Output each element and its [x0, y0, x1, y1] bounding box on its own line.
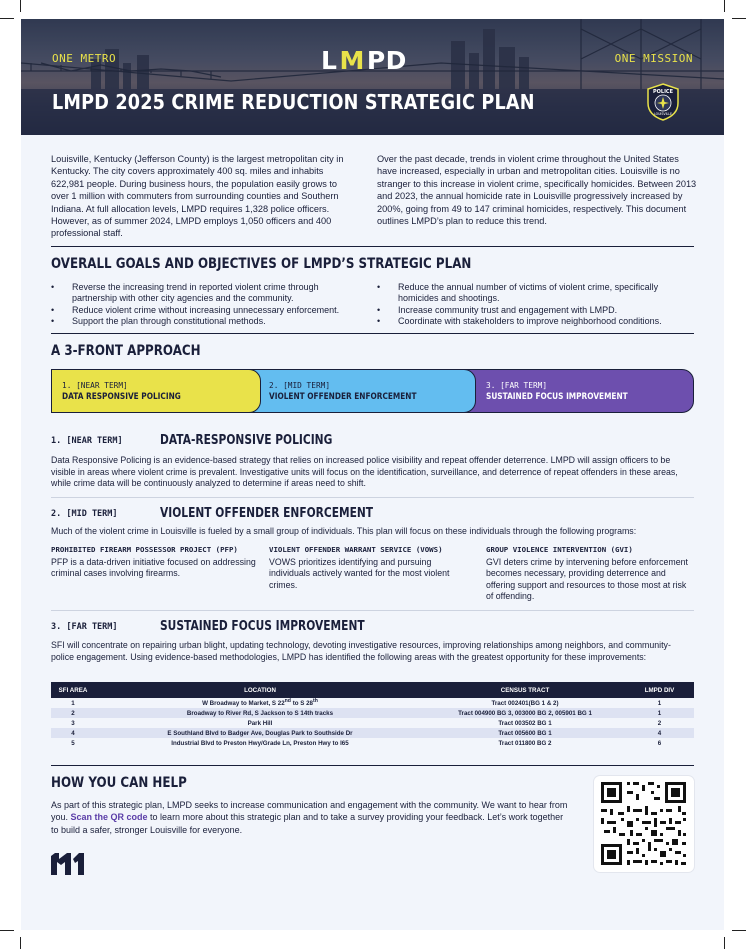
three-front-bar — [51, 369, 694, 413]
goal-item: • Reverse the increasing trend in reported violent crime through partnership with other city agencies and the community. — [51, 282, 361, 305]
front-term-label: 2. [MID TERM] — [269, 381, 331, 390]
table-row — [51, 718, 694, 728]
program-vows-heading: VIOLENT OFFENDER WARRANT SERVICE (VOWS) — [269, 545, 443, 554]
table-cell: Tract 003502 BG 1 — [425, 718, 625, 728]
goal-item: • Support the plan through constitutional methods. — [51, 316, 361, 327]
header-tag-right: ONE MISSION — [614, 52, 693, 65]
table-cell: 3 — [51, 718, 95, 728]
sfi-areas-table — [51, 682, 694, 748]
crop-mark — [732, 18, 746, 19]
header-banner — [21, 19, 724, 135]
section-3-title: SUSTAINED FOCUS IMPROVEMENT — [160, 619, 365, 634]
section-3-body: SFI will concentrate on repairing urban blight, updating technology, devoting investigative resources, improving relationships among neighbors, and community-police engagement. Using evidence-based methodologies, LMPD has identified the following areas with the greatest opportunity for these improvements: — [51, 640, 671, 662]
table-cell: 4 — [625, 728, 694, 738]
skyline-bridge-graphic — [21, 19, 724, 135]
front-mid-term — [247, 369, 476, 413]
program-vows-text: VOWS prioritizes identifying and pursuing individuals actively wanted for the most violent crimes. — [269, 557, 450, 590]
table-cell: Industrial Blvd to Preston Hwy/Grade Ln, Preston Hwy to I65 — [95, 738, 425, 748]
table-header-cell: LOCATION — [95, 682, 425, 698]
logo-text-l: L — [321, 46, 338, 75]
front-name-label: DATA RESPONSIVE POLICING — [62, 392, 181, 402]
table-cell: Tract 002401(BG 1 & 2) — [425, 698, 625, 708]
table-cell: 6 — [625, 738, 694, 748]
crop-mark — [724, 937, 725, 949]
section-2-number: 2. [MID TERM] — [51, 509, 118, 519]
front-term-label: 1. [NEAR TERM] — [62, 381, 128, 390]
badge-city: LOUISVILLE — [653, 112, 673, 116]
table-row — [51, 728, 694, 738]
program-pfp-heading: PROHIBITED FIREARM POSSESSOR PROJECT (PFP) — [51, 545, 238, 554]
m1-logo-icon — [51, 853, 85, 875]
section-2-body: Much of the violent crime in Louisville is fueled by a small group of individuals. This plan will focus on these individuals through the following programs: — [51, 526, 637, 536]
goal-item: • Increase community trust and engagement with LMPD. — [377, 305, 697, 316]
front-name-label: VIOLENT OFFENDER ENFORCEMENT — [269, 392, 417, 402]
table-row — [51, 738, 694, 748]
front-far-term — [461, 369, 694, 413]
divider — [51, 497, 694, 498]
table-row — [51, 708, 694, 718]
section-1-title: DATA-RESPONSIVE POLICING — [160, 433, 333, 448]
table-cell-location: W Broadway to Market, S 22nd to S 28th — [95, 698, 425, 708]
table-cell: 5 — [51, 738, 95, 748]
intro-column-1: Louisville, Kentucky (Jefferson County) is the largest metropolitan city in Kentucky. The city covers approximately 400 sq. miles and inhabits 622,981 people. During business hours, the population easily grows to over 1 million with commuters from surrounding counties and Southern Indiana. At full allocation levels, LMPD requires 1,328 police officers. However, as of summer 2024, LMPD employs 1,050 officers and 400 professional staff. — [51, 154, 344, 239]
table-cell: 2 — [625, 718, 694, 728]
section-1-number: 1. [NEAR TERM] — [51, 436, 123, 446]
crop-mark — [0, 930, 14, 931]
table-cell: 2 — [51, 708, 95, 718]
goal-item: • Coordinate with stakeholders to improve neighborhood conditions. — [377, 316, 697, 327]
divider — [51, 765, 694, 766]
section-1-body: Data Responsive Policing is an evidence-based strategy that relies on increased police visibility and repeat offender deterrence. LMPD will assign officers to be visible in areas where violent crime is prevalent. Investigative units will focus on the identification, surveillance, and deterrence of repeat offenders in these areas, while crime data will be continuously analyzed to determine if areas need to shift. — [51, 455, 678, 488]
table-cell: 1 — [625, 708, 694, 718]
table-cell: 1 — [51, 698, 95, 708]
logo-text-m: M — [339, 46, 365, 75]
goals-list-left — [51, 282, 361, 328]
table-header-cell: SFI AREA — [51, 682, 95, 698]
program-gvi-text: GVI deters crime by intervening before enforcement becomes necessary, providing deterrence and offering support and resources to those most at risk of offending. — [486, 557, 688, 601]
program-pfp-text: PFP is a data-driven initiative focused on addressing criminal cases involving firearms. — [51, 557, 256, 579]
table-cell: Tract 004900 BG 3, 003000 BG 2, 005901 BG 1 — [425, 708, 625, 718]
divider — [51, 333, 694, 334]
table-cell: Broadway to River Rd, S Jackson to S 14th tracks — [95, 708, 425, 718]
goals-list-right — [377, 282, 697, 328]
intro-column-2: Over the past decade, trends in violent crime throughout the United States have increased, especially in urban and metropolitan cities. Louisville is no stranger to this increase in violent crime, specifically homicides. Between 2013 and 2023, the annual homicide rate in Louisville progressively increased by 200%, going from 49 to 147 criminal homicides, respectively. This document outlines LMPD’s plan to reduce this trend. — [377, 154, 697, 227]
logo-text-pd: PD — [366, 46, 407, 75]
help-text: As part of this strategic plan, LMPD seeks to increase communication and engagement with the community. We want to hear from you. Scan the QR code to learn more about this strategic plan and to take a survey providing your feedback. Let’s work together to build a safer, stronger Louisville for everyone. — [51, 800, 568, 835]
crop-mark — [724, 0, 725, 12]
divider — [51, 610, 694, 611]
lmpd-logo — [321, 46, 425, 76]
scan-qr-link[interactable]: Scan the QR code — [70, 812, 148, 823]
police-badge-icon — [645, 83, 681, 121]
badge-word: POLICE — [652, 89, 674, 95]
goal-item: • Reduce violent crime without increasing unnecessary enforcement. — [51, 305, 361, 316]
program-gvi-heading: GROUP VIOLENCE INTERVENTION (GVI) — [486, 545, 633, 554]
table-cell: E Southland Blvd to Badger Ave, Douglas Park to Southside Dr — [95, 728, 425, 738]
crop-mark — [732, 930, 746, 931]
crop-mark — [0, 18, 14, 19]
approach-heading: A 3-FRONT APPROACH — [51, 343, 201, 359]
divider — [51, 246, 694, 247]
qr-code-card[interactable] — [594, 776, 694, 872]
table-cell: Tract 011800 BG 2 — [425, 738, 625, 748]
goal-item: • Reduce the annual number of victims of violent crime, specifically homicides and shootings. — [377, 282, 697, 305]
goals-heading: OVERALL GOALS AND OBJECTIVES OF LMPD’S STRATEGIC PLAN — [51, 256, 472, 272]
section-2-title: VIOLENT OFFENDER ENFORCEMENT — [160, 506, 374, 521]
crop-mark — [20, 937, 21, 949]
table-header-cell: LMPD DIV — [625, 682, 694, 698]
header-tag-left: ONE METRO — [52, 52, 117, 65]
table-header-row — [51, 682, 694, 698]
document-page — [21, 19, 724, 930]
front-term-label: 3. [FAR TERM] — [486, 381, 548, 390]
section-3-number: 3. [FAR TERM] — [51, 622, 118, 632]
front-name-label: SUSTAINED FOCUS IMPROVEMENT — [486, 392, 628, 402]
qr-code-icon[interactable] — [594, 776, 694, 872]
table-header-cell: CENSUS TRACT — [425, 682, 625, 698]
table-cell: Park Hill — [95, 718, 425, 728]
table-cell: Tract 005600 BG 1 — [425, 728, 625, 738]
help-heading: HOW YOU CAN HELP — [51, 775, 187, 791]
table-cell: 1 — [625, 698, 694, 708]
crop-mark — [20, 0, 21, 12]
table-row — [51, 698, 694, 708]
page-title: LMPD 2025 CRIME REDUCTION STRATEGIC PLAN — [52, 90, 535, 114]
front-near-term — [51, 369, 261, 413]
table-cell: 4 — [51, 728, 95, 738]
